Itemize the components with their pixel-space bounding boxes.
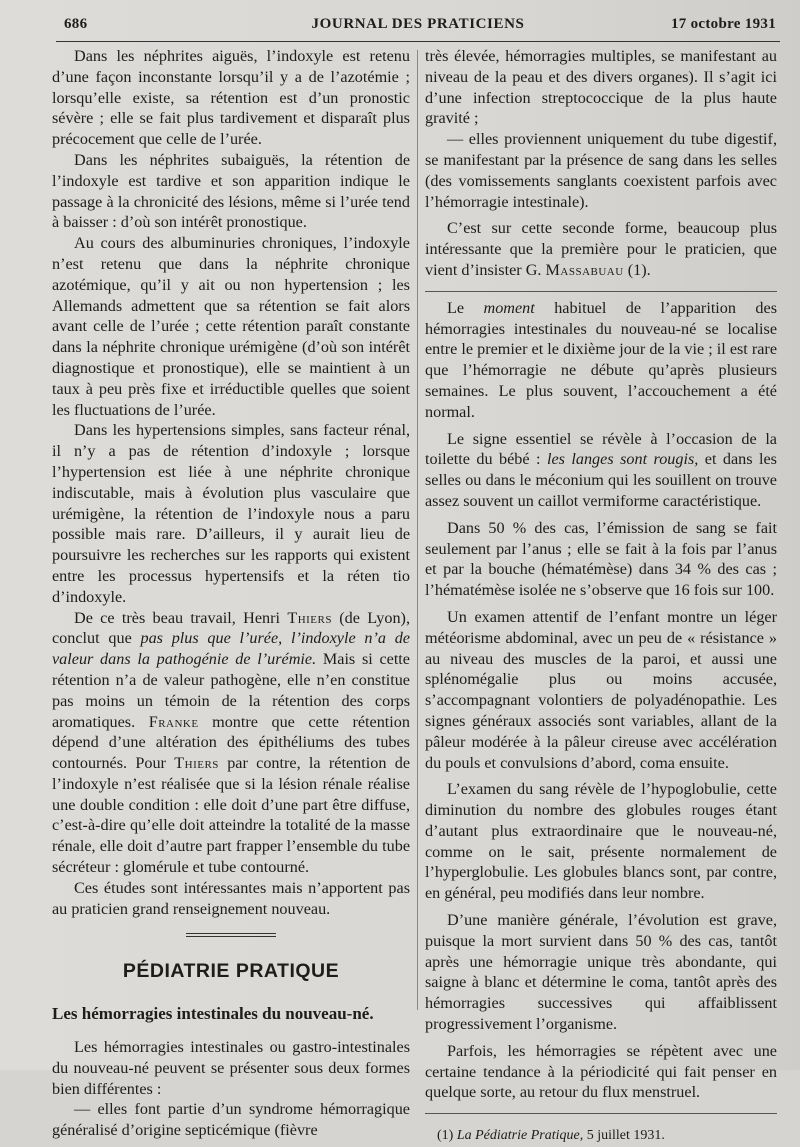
text-run: (de Lyon), conclut que xyxy=(52,608,410,648)
footnote-source: La Pédiatrie Pratique, xyxy=(456,1128,584,1144)
footnote-rule xyxy=(425,1113,777,1114)
text-run: (1) xyxy=(437,1128,457,1144)
paragraph-first-form: — elles font partie d’un syndrome hémorragique généralisé d’origine septicémique (fièvre xyxy=(52,1100,410,1140)
paragraph-moment xyxy=(425,298,777,423)
text-run: par contre, la rétention de l’indoxyle n’est réalisée que si la lésion rénale réalise une double condition : elle doit d’une part être diffuse, c’est-à-dire qu’elle doit atteindre la totalité de la masse rénale, elle doit d’autre part frapper l’ensemble du tube sécréteur : glomérule et tube contourné. xyxy=(52,754,410,877)
text-run: 5 juillet 1931. xyxy=(583,1128,665,1144)
italic-langes: les langes sont rougis, xyxy=(546,450,699,469)
issue-date: 17 octobre 1931 xyxy=(670,16,776,32)
paragraph-continuation: très élevée, hémorragies multiples, se manifestant au niveau de la peau et des divers organes). Il s’agit ici d’une infection streptococcique de la plus haute gravité ; xyxy=(425,47,777,128)
right-column xyxy=(425,46,777,1147)
paragraph-evolution: D’une manière générale, l’évolution est grave, puisque la mort survient dans 50 % des cas, tantôt après une hémorragie unique très abondante, qui saigne à blanc et détermine le coma, tantôt après des hémorragies successives qui affaiblissent progressivement l’organisme. xyxy=(425,911,777,1034)
text-run: et dans les selles ou dans le méconium qui les souillent on trouve assez souvent un caillot vermiforme caractéristique. xyxy=(425,450,777,510)
paragraph-albuminuries: Au cours des albuminuries chroniques, l’indoxyle n’est retenu que dans la néphrite chronique azotémique, qu’il y ait ou non hypertension ; les Allemands admettent que sa rétention se fait alors avant celle de l’urée ; cette rétention paraît constante dans la néphrite chronique urémigène (d’où son intérêt diagnostique et pronostique), elle se maintient à un taux à peu près fixe et irréductible quelles que soient les fluctuations de l’urée. xyxy=(52,234,410,419)
paragraph-nephrites-aigues: Dans les néphrites aiguës, l’indoxyle est retenu d’une façon inconstante lorsqu’il y a de l’azotémie ; lorsqu’elle existe, sa rétention est d’un pronostic sévère ; elle se fait plus tardivement et disparaît plus précocement que celle de l’urée. xyxy=(52,47,410,149)
author-name: Franke xyxy=(148,712,199,731)
text-run: C’est sur cette seconde forme, beaucoup plus intéressante que la première pour le praticien, que vient d’insister G. xyxy=(425,219,777,279)
paragraph-conclusion: Ces études sont intéressantes mais n’apportent pas au praticien grand renseignement nouveau. xyxy=(52,878,410,918)
text-run: De ce très beau travail, Henri xyxy=(74,608,288,627)
italic-moment: moment xyxy=(483,298,535,317)
italic-conclusion: pas plus que l’urée, l’indoxyle n’a de valeur dans la pathogénie de l’urémie. xyxy=(52,629,410,669)
paragraph-periodicite: Parfois, les hémorragies se répètent avec une certaine tendance à la périodicité qui fait penser en quelque sorte, au retour du flux menstruel. xyxy=(425,1041,777,1102)
footnote xyxy=(425,1126,777,1147)
paragraph-intro: Les hémorragies intestinales ou gastro-intestinales du nouveau-né peuvent se présenter sous deux formes bien différentes : xyxy=(52,1038,410,1098)
journal-title: JOURNAL DES PRATICIENS xyxy=(311,16,525,32)
article-title: Les hémorragies intestinales du nouveau-né. xyxy=(52,1004,374,1024)
paragraph-rule xyxy=(425,291,777,292)
author-name: Thiers xyxy=(174,754,219,773)
paragraph-sang: L’examen du sang révèle de l’hypoglobulie, cette diminution du nombre des globules rouges étant d’autant plus extraordinaire que le nouveau-né, comme on le sait, présente normalement de l’hyperglobulie. Les globules blancs sont, par contre, en général, peu modifiés dans leur nombre. xyxy=(425,780,777,903)
text-run: (1). xyxy=(623,260,651,279)
text-run: habituel de l’apparition des hémorragies intestinales du nouveau-né se localise entre le premier et le dixième jour de la vie ; il est rare que l’hémorragie ne débute qu’après plusieurs semaines. Le plus souvent, l’accouchement a été normal. xyxy=(425,298,777,421)
paragraph-examen: Un examen attentif de l’enfant montre un léger météorisme abdominal, avec un peu de « résistance » au niveau des muscles de la paroi, et aussi une splénomégalie plus ou moins accusée, s’accompagnant volontiers de polyadénopathie. Les signes généraux associés sont variables, allant de la pâleur modérée à la pâleur cireuse avec accélération du pouls et convulsions d’abord, coma ensuite. xyxy=(425,607,777,772)
left-column xyxy=(52,46,410,1141)
text-run: Mais si cette rétention n’a de valeur pathogène, elle n’en constitue pas moins un témoin de la rétention des corps aromatiques. xyxy=(52,650,410,731)
header-rule xyxy=(56,41,780,42)
paragraph-second-form: — elles proviennent uniquement du tube digestif, se manifestant par la présence de sang dans les selles (des vomissements sanglants coexistent parfois avec l’hémorragie intestinale). xyxy=(425,130,777,211)
author-name: Massabuau xyxy=(545,260,624,279)
page-number: 686 xyxy=(64,16,88,32)
section-title: PÉDIATRIE PRATIQUE xyxy=(122,960,340,983)
text-run: Le xyxy=(447,298,484,317)
running-header xyxy=(56,14,780,38)
paragraph-statistics: Dans 50 % des cas, l’émission de sang se fait seulement par l’anus ; elle se fait à la fois par l’anus et par la bouche (hématémèse) dans 34 % des cas ; l’hématémèse isolée ne s’observe que 16 fois sur 100. xyxy=(425,518,777,600)
paragraph-hypertensions: Dans les hypertensions simples, sans facteur rénal, il n’y a pas de rétention d’indoxyle ; lorsque l’hypertension est liée à une néphrite chronique indiscutable, mais à évolution plus vasculaire que urémigène, la rétention de l’indoxyle nous a paru possible mais rare. D’ailleurs, il y aurait lieu de poursuivre les recherches sur les rapports qui existent entre les processus hypertensifs et la réten tio d’indoxyle. xyxy=(52,421,410,606)
column-divider xyxy=(417,50,418,1010)
paragraph-signe-essentiel xyxy=(425,429,777,512)
author-name: Thiers xyxy=(287,608,332,627)
paragraph-massabuau xyxy=(425,218,777,280)
text-run: Le signe essentiel se révèle à l’occasion de la toilette du bébé : xyxy=(425,429,777,469)
paragraph-thiers xyxy=(52,608,410,878)
paragraph-nephrites-subaigues: Dans les néphrites subaiguës, la rétention de l’indoxyle est tardive et son apparition indique le passage à la chronicité des lésions, même si l’urée tend à baisser : d’où son intérêt pronostique. xyxy=(52,150,410,232)
text-run: montre que cette rétention dépend d’une altération des épithéliums des tubes contournés. Pour xyxy=(52,712,410,773)
section-separator xyxy=(186,933,276,937)
